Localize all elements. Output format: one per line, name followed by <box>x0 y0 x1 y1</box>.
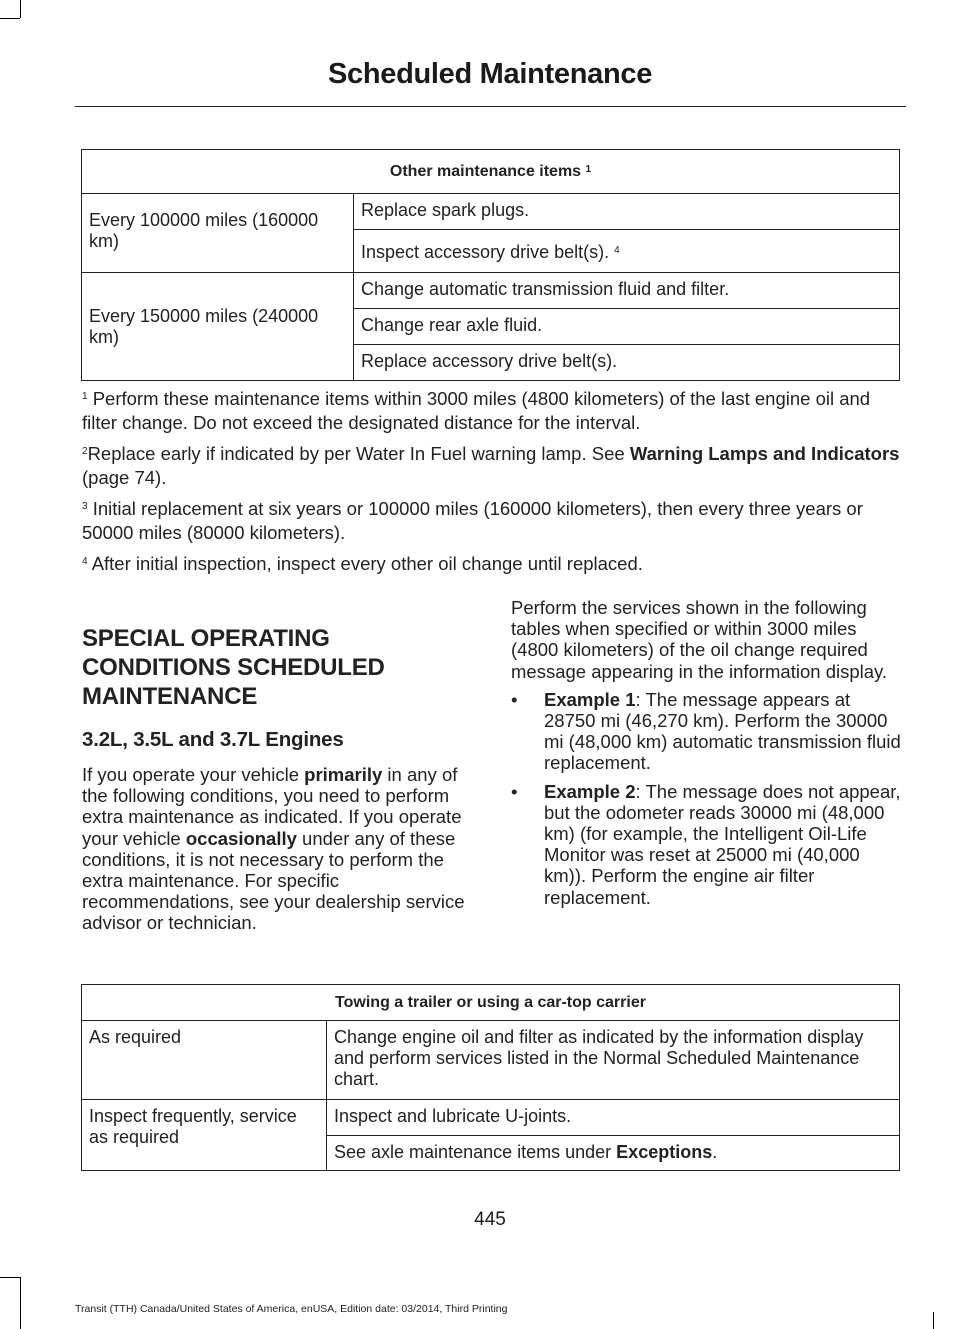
left-column <box>82 624 474 934</box>
intro-paragraph: Perform the services shown in the following tables when specified or within 3000 miles (4800 kilometers) of the oil change required message appearing in the information display. <box>511 597 888 682</box>
maintenance-item: Change rear axle fluid. <box>354 309 900 345</box>
interval-cell: As required <box>82 1021 327 1100</box>
footnote-4: $^4$ After initial inspection, inspect every other oil change until replaced. <box>82 553 643 574</box>
list-item: • Example 1: The message appears at 28750 mi (46,270 km). Perform the 30000 mi (48,000 km) automatic transmission fluid replacement. <box>511 688 901 774</box>
page-title: Scheduled Maintenance <box>327 58 653 90</box>
maintenance-item: Replace accessory drive belt(s). <box>354 345 900 381</box>
section-subheading: 3.2L, 3.5L and 3.7L Engines <box>82 728 344 751</box>
crop-mark <box>20 0 21 18</box>
right-column <box>511 597 904 915</box>
maintenance-item: Change engine oil and filter as indicated by the information display and perform services listed in the Normal Scheduled Maintenance chart. <box>327 1021 900 1100</box>
footnote-2: $^2$Replace early if indicated by per Water In Fuel warning lamp. See Warning Lamps and Indicators (page 74). <box>82 443 900 488</box>
table-header: Other maintenance items $^1$ <box>82 150 900 194</box>
page-number: 445 <box>474 1209 506 1230</box>
footer: Transit (TTH) Canada/United States of America, enUSA, Edition date: 03/2014, Third Printing <box>75 1303 508 1315</box>
other-maintenance-table <box>81 149 900 381</box>
maintenance-item: Change automatic transmission fluid and filter. <box>354 273 900 309</box>
title-divider <box>75 106 906 107</box>
crop-mark <box>0 1277 20 1278</box>
maintenance-item: Replace spark plugs. <box>354 194 900 230</box>
interval-cell: Inspect frequently, service as required <box>82 1100 327 1171</box>
maintenance-item: Inspect and lubricate U-joints. <box>327 1100 900 1136</box>
table-header: Towing a trailer or using a car-top carrier <box>82 985 900 1021</box>
towing-table <box>81 984 900 1171</box>
bullet-icon: • <box>511 688 518 710</box>
interval-cell: Every 150000 miles (240000 km) <box>82 273 354 381</box>
interval-cell: Every 100000 miles (160000 km) <box>82 194 354 273</box>
cross-reference-link[interactable]: Exceptions <box>616 1142 713 1162</box>
footnote-1: $^1$ Perform these maintenance items within 3000 miles (4800 kilometers) of the last engine oil and filter change. Do not exceed the designated distance for the interval. <box>82 388 871 433</box>
footnote-3: $^3$ Initial replacement at six years or 100000 miles (160000 kilometers), then every three years or 50000 miles (80000 kilometers). <box>82 498 863 543</box>
crop-mark <box>933 1312 934 1329</box>
maintenance-item: See axle maintenance items under Exceptions. <box>327 1136 900 1171</box>
bullet-icon: • <box>511 780 518 802</box>
section-paragraph: If you operate your vehicle primarily in any of the following conditions, you need to perform extra maintenance as indicated. If you operate your vehicle occasionally under any of these conditions, it is not necessary to perform the extra maintenance. For specific recommendations, see your dealership service advisor or technician. <box>82 764 465 934</box>
cross-reference-link[interactable]: Warning Lamps and Indicators <box>629 443 900 464</box>
list-item: • Example 2: The message does not appear, but the odometer reads 30000 mi (48,000 km) (for example, the Intelligent Oil-Life Monitor was reset at 25000 mi (40,000 km)). Perform the engine air filter replacement. <box>511 780 901 908</box>
crop-mark <box>0 18 20 19</box>
footnotes <box>82 387 904 583</box>
section-heading: SPECIAL OPERATING CONDITIONS SCHEDULED MAINTENANCE <box>82 625 385 710</box>
crop-mark <box>20 1312 21 1329</box>
maintenance-item: Inspect accessory drive belt(s). $^4$ <box>354 230 900 273</box>
